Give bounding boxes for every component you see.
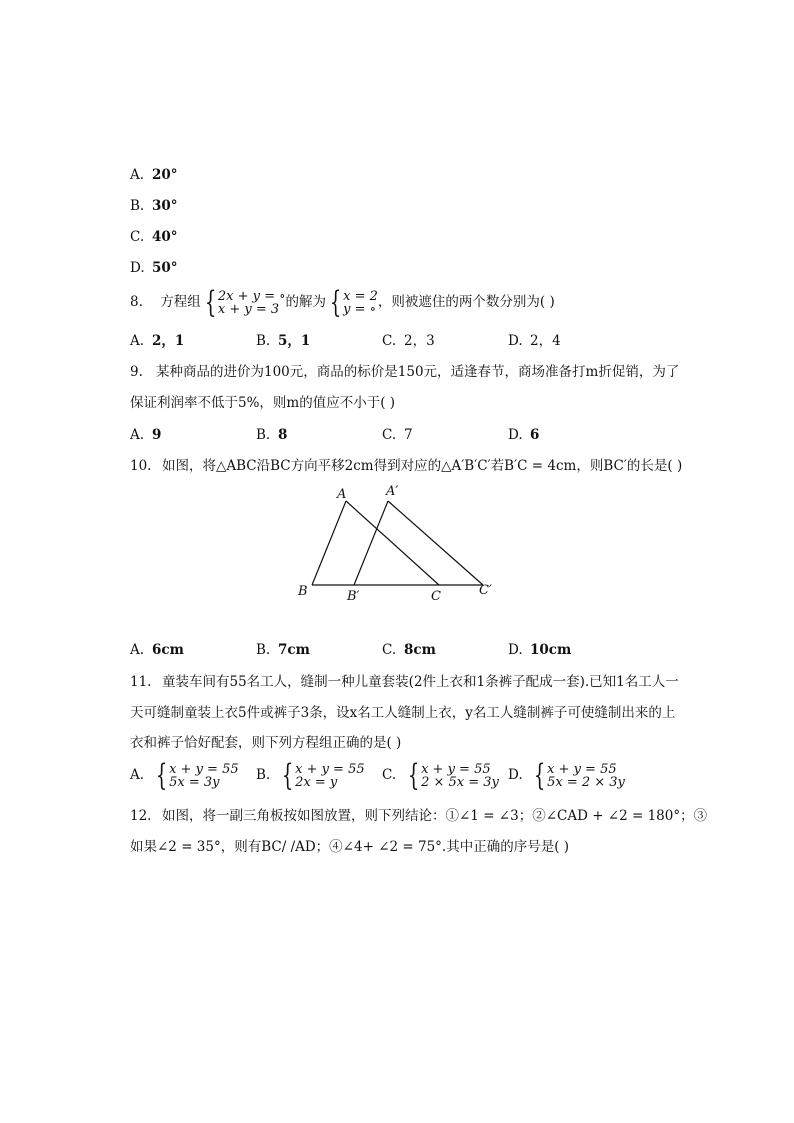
q10-stem: 10. 如图，将△ABC沿BC方向平移2cm得到对应的△A′B′C′若B′C = 4cm，则BC′的长是( ) xyxy=(130,458,683,474)
segment-AC xyxy=(346,501,439,585)
q9-option-a: A. 9 xyxy=(130,427,162,443)
q11-stem-line2: 天可缝制童装上衣5件或裤子3条，设x名工人缝制上衣，y名工人缝制裤子可使缝制出来的上 xyxy=(130,705,676,721)
label-A: A xyxy=(337,487,347,502)
q7-option-a: A. 20° xyxy=(130,167,178,183)
q10-option-a: A. 6cm xyxy=(130,642,184,658)
q9-option-b: B. 8 xyxy=(256,427,288,443)
q8-stem: 8. 方程组 { 2x + y = ∘ x + y = 3 的解为 { x = 2 y = ∘ ，则被遮住的两个数分别为( ) xyxy=(130,284,555,320)
label-B: B xyxy=(298,584,308,599)
q11-option-d: D. { x + y = 55 5x = 2 × 3y xyxy=(508,757,625,793)
q9-stem-line1: 9. 某种商品的进价为100元，商品的标价是150元，适逢春节，商场准备打m折促销，为了 xyxy=(130,364,680,380)
q8-option-d: D. 2，4 xyxy=(508,333,561,349)
q11-option-a: A. { x + y = 55 5x = 3y xyxy=(130,757,239,793)
q11-option-b: B. { x + y = 55 2x = y xyxy=(256,757,365,793)
q11-option-c: C. { x + y = 55 2 × 5x = 3y xyxy=(382,757,499,793)
q8-option-b: B. 5，1 xyxy=(256,333,311,349)
q10-option-d: D. 10cm xyxy=(508,642,572,658)
q12-stem-line1: 12. 如图，将一副三角板按如图放置，则下列结论：①∠1 = ∠3；②∠CAD + ∠2 = 180°；③ xyxy=(130,808,708,824)
segment-AB xyxy=(312,501,346,585)
q9-option-c: C. 7 xyxy=(382,427,413,443)
q8-system-2: { x = 2 y = ∘ xyxy=(329,284,378,320)
q10-triangle-figure xyxy=(290,480,510,610)
q7-option-c: C. 40° xyxy=(130,229,178,245)
label-C-prime: C′ xyxy=(479,583,492,598)
q8-option-c: C. 2，3 xyxy=(382,333,435,349)
label-C: C xyxy=(431,589,441,604)
q11-stem-line1: 11. 童装车间有55名工人，缝制一种儿童套装(2件上衣和1条裤子配成一套).已知1名工人一 xyxy=(130,674,679,690)
q9-stem-line2: 保证利润率不低于5%，则m的值应不小于( ) xyxy=(130,395,396,411)
q7-option-d: D. 50° xyxy=(130,260,178,276)
q12-stem-line2: 如果∠2 = 35°，则有BC/ /AD；④∠4+ ∠2 = 75°.其中正确的序号是( ) xyxy=(130,839,570,855)
segment-A2C2 xyxy=(388,501,483,585)
q10-option-c: C. 8cm xyxy=(382,642,436,658)
q8-option-a: A. 2，1 xyxy=(130,333,185,349)
label-B-prime: B′ xyxy=(347,589,360,604)
q8-system-1: { 2x + y = ∘ x + y = 3 xyxy=(204,284,286,320)
q9-option-d: D. 6 xyxy=(508,427,540,443)
label-A-prime: A′ xyxy=(386,484,399,499)
q11-stem-line3: 衣和裤子恰好配套，则下列方程组正确的是( ) xyxy=(130,735,402,751)
q7-option-b: B. 30° xyxy=(130,198,178,214)
q10-option-b: B. 7cm xyxy=(256,642,310,658)
